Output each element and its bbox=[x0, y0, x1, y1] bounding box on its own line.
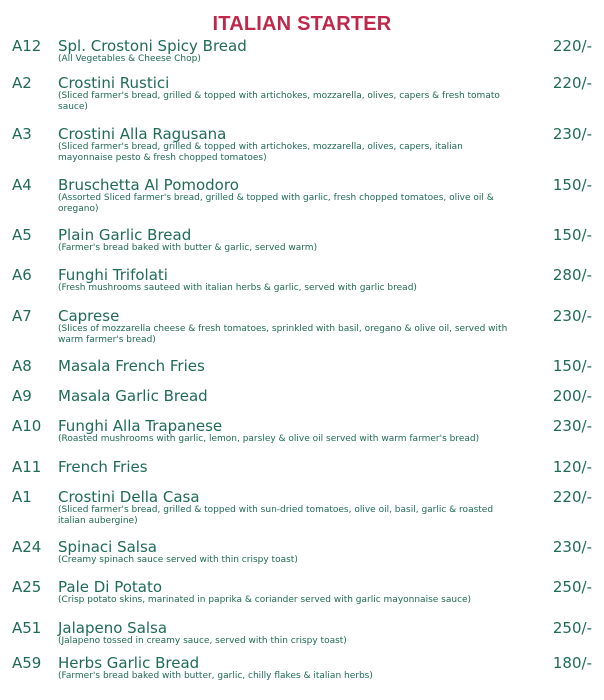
item-price: 180/- bbox=[552, 654, 592, 672]
item-name: Herbs Garlic Bread bbox=[58, 654, 200, 672]
item-price: 200/- bbox=[552, 387, 592, 405]
item-code: A7 bbox=[12, 307, 32, 325]
item-description: (Sliced farmer's bread, grilled & topped with artichokes, mozzarella, olives, capers, italian mayonnaise pesto & fresh chopped tomatoes) bbox=[58, 142, 463, 163]
item-description: (All Vegetables & Cheese Chop) bbox=[58, 54, 201, 64]
item-description: (Sliced farmer's bread, grilled & topped with artichokes, mozzarella, olives, capers & fresh tomato sauce) bbox=[58, 91, 500, 112]
item-description: (Jalapeno tossed in creamy sauce, served with thin crispy toast) bbox=[58, 636, 347, 646]
item-description: (Farmer's bread baked with butter, garlic, chilly flakes & italian herbs) bbox=[58, 671, 373, 681]
item-price: 250/- bbox=[552, 578, 592, 596]
item-code: A5 bbox=[12, 226, 32, 244]
item-price: 230/- bbox=[552, 538, 592, 556]
item-price: 220/- bbox=[552, 74, 592, 92]
menu-title: ITALIAN STARTER bbox=[212, 13, 392, 35]
item-code: A6 bbox=[12, 266, 32, 284]
item-price: 220/- bbox=[552, 488, 592, 506]
item-code: A25 bbox=[12, 578, 42, 596]
item-description: (Crisp potato skins, marinated in paprika & coriander served with garlic mayonnaise sauce) bbox=[58, 595, 472, 605]
item-name: Jalapeno Salsa bbox=[58, 619, 168, 637]
item-code: A51 bbox=[12, 619, 42, 637]
item-price: 230/- bbox=[552, 307, 592, 325]
item-name: Plain Garlic Bread bbox=[58, 226, 192, 244]
item-code: A1 bbox=[12, 488, 32, 506]
item-code: A8 bbox=[12, 357, 32, 375]
item-description: (Slices of mozzarella cheese & fresh tomatoes, sprinkled with basil, oregano & olive oil, served with warm farmer's bread) bbox=[58, 324, 508, 345]
item-price: 230/- bbox=[552, 417, 592, 435]
item-price: 230/- bbox=[552, 125, 592, 143]
item-name: Masala French Fries bbox=[58, 357, 205, 375]
item-name: Spl. Crostoni Spicy Bread bbox=[58, 37, 247, 55]
item-name: French Fries bbox=[58, 458, 148, 476]
item-name: Pale Di Potato bbox=[58, 578, 163, 596]
item-name: Caprese bbox=[58, 307, 120, 325]
item-price: 280/- bbox=[552, 266, 592, 284]
item-code: A4 bbox=[12, 176, 32, 194]
item-price: 120/- bbox=[552, 458, 592, 476]
item-code: A3 bbox=[12, 125, 32, 143]
item-price: 150/- bbox=[552, 176, 592, 194]
item-name: Spinaci Salsa bbox=[58, 538, 157, 556]
item-code: A24 bbox=[12, 538, 42, 556]
item-name: Crostini Della Casa bbox=[58, 488, 200, 506]
item-name: Masala Garlic Bread bbox=[58, 387, 208, 405]
item-code: A9 bbox=[12, 387, 32, 405]
item-description: (Assorted Sliced farmer's bread, grilled & topped with garlic, fresh chopped tomatoes, olive oil & oregano) bbox=[58, 193, 494, 214]
item-name: Crostini Alla Ragusana bbox=[58, 125, 227, 143]
item-description: (Farmer's bread baked with butter & garlic, served warm) bbox=[58, 243, 318, 253]
item-price: 220/- bbox=[552, 37, 592, 55]
item-price: 150/- bbox=[552, 226, 592, 244]
item-code: A59 bbox=[12, 654, 42, 672]
item-code: A2 bbox=[12, 74, 32, 92]
item-code: A10 bbox=[12, 417, 42, 435]
item-name: Bruschetta Al Pomodoro bbox=[58, 176, 239, 194]
item-code: A11 bbox=[12, 458, 42, 476]
item-price: 150/- bbox=[552, 357, 592, 375]
item-description: (Creamy spinach sauce served with thin crispy toast) bbox=[58, 555, 298, 565]
item-name: Crostini Rustici bbox=[58, 74, 170, 92]
item-name: Funghi Alla Trapanese bbox=[58, 417, 223, 435]
item-description: (Sliced farmer's bread, grilled & topped with sun-dried tomatoes, olive oil, basil, garlic & roasted italian aubergine) bbox=[58, 505, 494, 526]
item-description: (Fresh mushrooms sauteed with italian herbs & garlic, served with garlic bread) bbox=[58, 283, 417, 293]
item-name: Funghi Trifolati bbox=[58, 266, 168, 284]
item-price: 250/- bbox=[552, 619, 592, 637]
item-description: (Roasted mushrooms with garlic, lemon, parsley & olive oil served with warm farmer's bread) bbox=[58, 434, 480, 444]
item-code: A12 bbox=[12, 37, 42, 55]
